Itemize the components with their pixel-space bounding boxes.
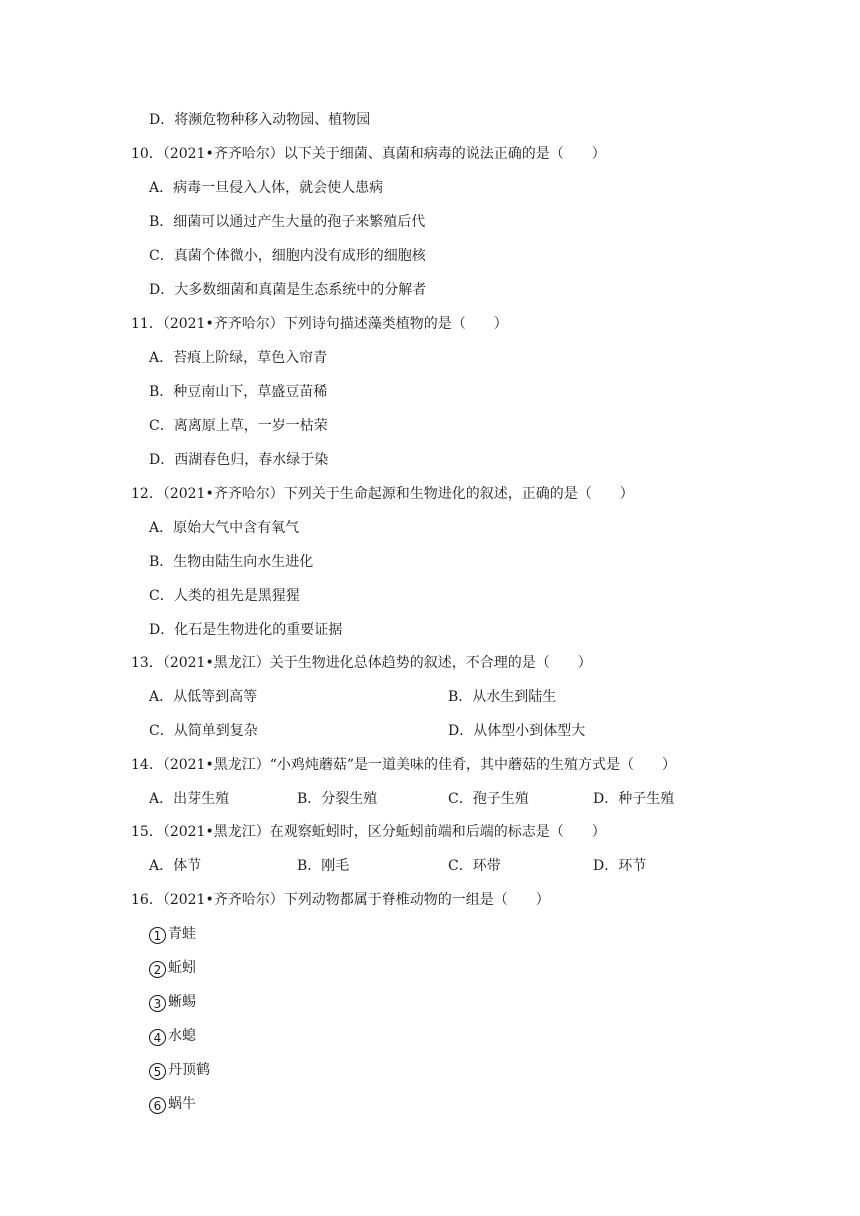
circled-number: 5 bbox=[149, 1063, 166, 1080]
q11-option-c: C．离离原上草，一岁一枯荣 bbox=[149, 418, 328, 434]
q11-stem: 11．（2021•齐齐哈尔）下列诗句描述藻类植物的是（ ） bbox=[131, 316, 508, 332]
circled-number: 1 bbox=[149, 927, 166, 944]
q16-item-text: 蚯蚓 bbox=[168, 960, 196, 976]
q16-item-text: 水螅 bbox=[168, 1028, 196, 1044]
q12-option-b: B．生物由陆生向水生进化 bbox=[149, 554, 314, 570]
circled-number: 3 bbox=[149, 995, 166, 1012]
q15-option-d: D．环节 bbox=[593, 858, 647, 874]
q14-option-a: A．出芽生殖 bbox=[149, 791, 230, 807]
q16-item bbox=[149, 958, 196, 978]
q16-item-text: 丹顶鹤 bbox=[168, 1062, 210, 1078]
q10-option-c: C．真菌个体微小，细胞内没有成形的细胞核 bbox=[149, 248, 426, 264]
circled-number: 4 bbox=[149, 1029, 166, 1046]
q13-option-a: A．从低等到高等 bbox=[149, 689, 258, 705]
circled-number: 2 bbox=[149, 961, 166, 978]
q13-option-b: B．从水生到陆生 bbox=[448, 689, 557, 705]
q15-option-a: A．体节 bbox=[149, 858, 202, 874]
q12-option-a: A．原始大气中含有氧气 bbox=[149, 520, 300, 536]
q16-item bbox=[149, 924, 196, 944]
q11-option-d: D．西湖春色归，春水绿于染 bbox=[149, 452, 329, 468]
q14-option-d: D．种子生殖 bbox=[593, 791, 675, 807]
q15-option-b: B．刚毛 bbox=[297, 858, 350, 874]
q16-item bbox=[149, 1060, 210, 1080]
q16-item bbox=[149, 1094, 196, 1114]
circled-number: 6 bbox=[149, 1097, 166, 1114]
q9-option-d: D．将濒危物种移入动物园、植物园 bbox=[149, 112, 371, 128]
q10-option-b: B．细菌可以通过产生大量的孢子来繁殖后代 bbox=[149, 214, 426, 230]
q15-option-c: C．环带 bbox=[448, 858, 501, 874]
q11-option-b: B．种豆南山下，草盛豆苗稀 bbox=[149, 384, 328, 400]
q13-option-c: C．从简单到复杂 bbox=[149, 723, 258, 739]
q16-item bbox=[149, 1026, 196, 1046]
q12-option-d: D．化石是生物进化的重要证据 bbox=[149, 622, 343, 638]
q16-item-text: 蜗牛 bbox=[168, 1096, 196, 1112]
q10-option-d: D．大多数细菌和真菌是生态系统中的分解者 bbox=[149, 282, 427, 298]
q16-stem: 16．（2021•齐齐哈尔）下列动物都属于脊椎动物的一组是（ ） bbox=[131, 892, 550, 908]
q12-option-c: C．人类的祖先是黑猩猩 bbox=[149, 588, 300, 604]
q12-stem: 12．（2021•齐齐哈尔）下列关于生命起源和生物进化的叙述，正确的是（ ） bbox=[131, 486, 634, 502]
q14-option-b: B．分裂生殖 bbox=[297, 791, 378, 807]
q13-stem: 13．（2021•黑龙江）关于生物进化总体趋势的叙述，不合理的是（ ） bbox=[131, 655, 592, 671]
q10-option-a: A．病毒一旦侵入人体，就会使人患病 bbox=[149, 180, 384, 196]
q10-stem: 10．（2021•齐齐哈尔）以下关于细菌、真菌和病毒的说法正确的是（ ） bbox=[131, 146, 606, 162]
q15-stem: 15．（2021•黑龙江）在观察蚯蚓时，区分蚯蚓前端和后端的标志是（ ） bbox=[131, 824, 606, 840]
q16-item bbox=[149, 992, 196, 1012]
q14-option-c: C．孢子生殖 bbox=[448, 791, 529, 807]
q11-option-a: A．苔痕上阶绿，草色入帘青 bbox=[149, 350, 328, 366]
q16-item-text: 蜥蜴 bbox=[168, 994, 196, 1010]
q13-option-d: D．从体型小到体型大 bbox=[448, 723, 586, 739]
q14-stem: 14．（2021•黑龙江）“小鸡炖蘑菇”是一道美味的佳肴，其中蘑菇的生殖方式是（ ） bbox=[131, 757, 677, 773]
q16-item-text: 青蛙 bbox=[168, 926, 196, 942]
